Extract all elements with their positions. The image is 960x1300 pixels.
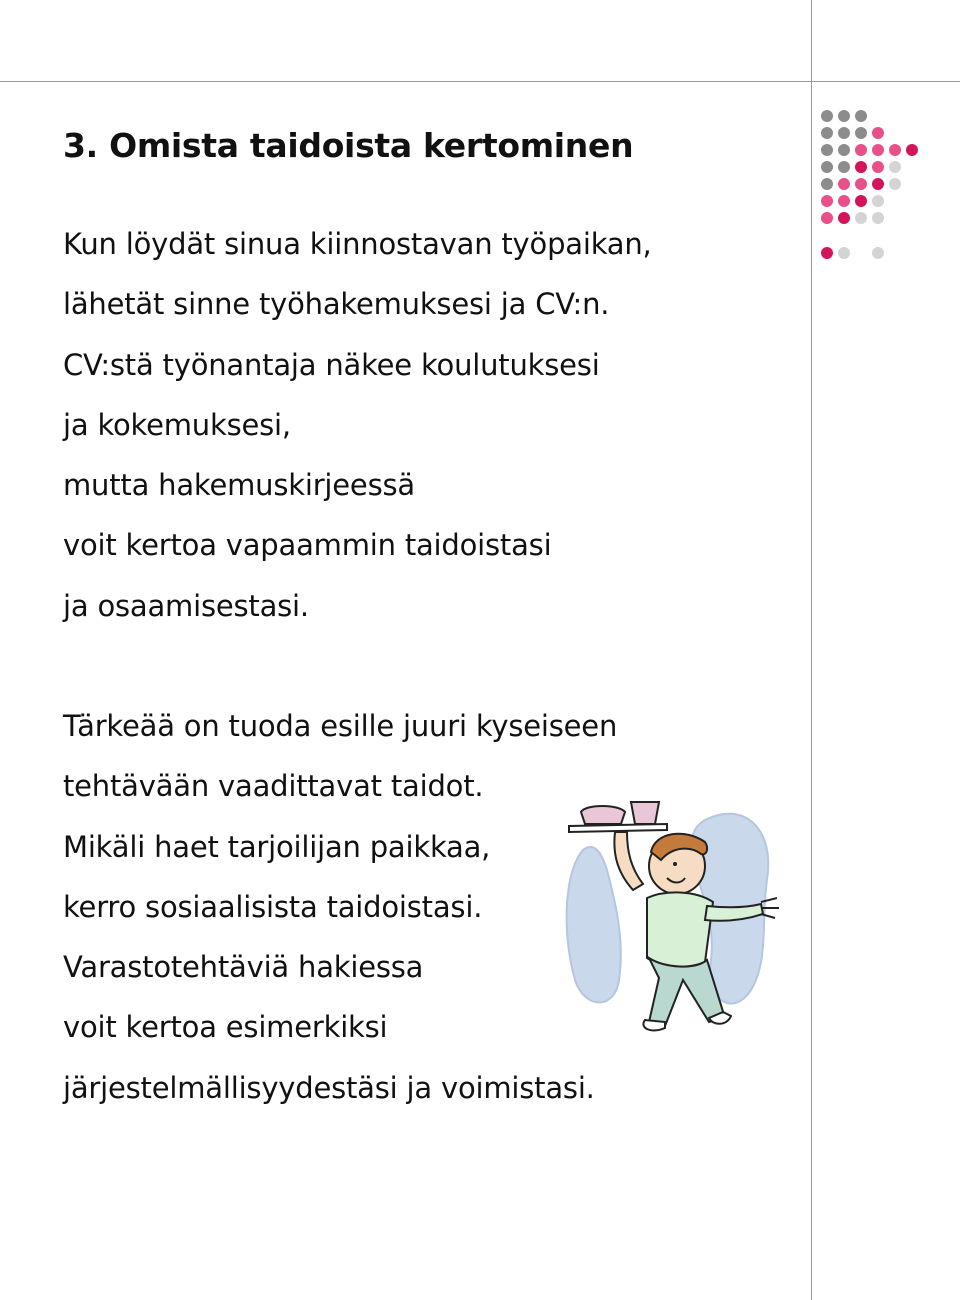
decor-dot — [821, 161, 833, 173]
text-line: Varastotehtäviä hakiessa — [63, 950, 424, 985]
page-title: 3. Omista taidoista kertominen — [63, 126, 634, 165]
paragraph-skills — [63, 696, 617, 1118]
text-line: ja kokemuksesi, — [63, 407, 291, 442]
hand — [761, 898, 779, 918]
decor-dot — [872, 212, 884, 224]
bowl — [581, 806, 625, 824]
decor-dot — [821, 110, 833, 122]
decor-dot — [838, 144, 850, 156]
raised-arm — [614, 832, 643, 890]
decor-dot — [838, 161, 850, 173]
decor-dot — [872, 247, 884, 259]
decor-dot — [838, 247, 850, 259]
decor-dot — [889, 161, 901, 173]
decor-dot — [838, 195, 850, 207]
decor-dot — [855, 161, 867, 173]
text-line: Tärkeää on tuoda esille juuri kyseiseen — [63, 709, 618, 743]
tray — [569, 824, 667, 832]
text-line: mutta hakemuskirjeessä — [63, 468, 415, 503]
decor-dot — [889, 178, 901, 190]
decor-dot — [821, 178, 833, 190]
decor-dot — [872, 178, 884, 190]
decor-dot — [855, 110, 867, 122]
decor-dot — [821, 212, 833, 224]
decor-dot — [872, 127, 884, 139]
decor-dot — [872, 144, 884, 156]
decor-dot — [838, 178, 850, 190]
text-line: ja osaamisestasi. — [63, 588, 309, 623]
text-line: voit kertoa esimerkiksi — [63, 1010, 388, 1045]
decor-dot — [872, 161, 884, 173]
text-line: järjestelmällisyydestäsi ja voimistasi. — [63, 1070, 595, 1105]
text-line: CV:stä työnantaja näkee koulutuksesi — [63, 347, 600, 382]
decor-dot — [821, 127, 833, 139]
text-line: voit kertoa vapaammin taidoistasi — [63, 528, 552, 563]
text-line: Kun löydät sinua kiinnostavan työpaikan, — [63, 227, 652, 261]
decor-dot — [855, 144, 867, 156]
decor-dot — [906, 144, 918, 156]
decor-dot — [855, 127, 867, 139]
decor-dot — [889, 144, 901, 156]
decor-dot — [855, 212, 867, 224]
decor-dot — [872, 195, 884, 207]
shirt — [647, 892, 713, 967]
text-line: Mikäli haet tarjoilijan paikkaa, — [63, 829, 491, 864]
text-line: lähetät sinne työhakemuksesi ja CV:n. — [63, 287, 610, 322]
paragraph-intro — [63, 214, 652, 636]
decor-dot — [821, 195, 833, 207]
decor-dot — [855, 195, 867, 207]
waiter-illustration — [555, 790, 785, 1040]
decor-dot — [838, 212, 850, 224]
shoe-left — [643, 1020, 665, 1030]
eye — [673, 862, 677, 866]
decor-dot — [855, 178, 867, 190]
decor-dot — [821, 247, 833, 259]
cup — [631, 802, 659, 824]
bg-blob-left — [567, 847, 621, 1003]
decor-dot — [821, 144, 833, 156]
decor-dot — [838, 110, 850, 122]
decor-dot — [838, 127, 850, 139]
text-line: kerro sosiaalisista taidoistasi. — [63, 889, 483, 924]
text-line: tehtävään vaadittavat taidot. — [63, 769, 484, 804]
